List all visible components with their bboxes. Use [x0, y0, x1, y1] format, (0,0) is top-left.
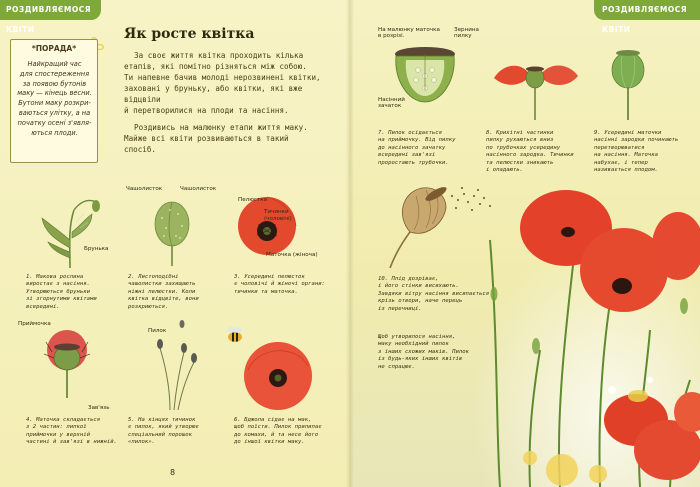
label-line: На малюнку маточка [378, 27, 440, 33]
section-header-right: РОЗДИВЛЯЄМОСЯ КВІТИ [594, 0, 700, 20]
caption-line: є пилок, який утворює [128, 424, 199, 431]
caption-line: 8. Крихітні частинки [486, 130, 554, 136]
label-pylok: Пилок [148, 328, 167, 334]
caption-line: на насіння. Маточка [594, 152, 658, 159]
caption-line: спеціальний порошок [128, 431, 192, 438]
label-line: в розрізі. [378, 33, 405, 39]
pistil-cross-section-illustration [388, 40, 462, 104]
caption-line: та пелюстки зникають [486, 159, 554, 166]
caption-line: 5. На кінцях тичинок [128, 417, 196, 423]
caption-line: 1. Макова рослина [26, 274, 84, 280]
caption-line: на приймочку. Від пилку [378, 137, 456, 144]
label-chasholystok-1: Чашолисток [126, 186, 163, 192]
caption-stage-8 [486, 130, 574, 174]
label-zavyaz: Зав'язь [88, 405, 110, 411]
book-gutter [346, 0, 354, 487]
intro-line: етапів, які помітно різняться між собою. [124, 62, 307, 71]
caption-line: розкриються. [128, 303, 169, 310]
intro-paragraph-2 [124, 122, 332, 155]
caption-line: по трубочках усередину [486, 144, 561, 151]
label-line: зачаток [378, 103, 402, 109]
caption-line: маку необхідний пилок [378, 341, 449, 348]
tip-text [16, 60, 93, 138]
caption-line: 3. Усередині пелюсток [234, 274, 305, 280]
poppy-plant-illustration [30, 188, 110, 268]
tip-line: Бутони маку розкри- [18, 99, 91, 108]
section-header-left: РОЗДИВЛЯЄМОСЯ КВІТИ [0, 0, 101, 20]
label-line: Зернина [454, 27, 479, 33]
intro-line: Роздивись на малюнку етапи життя маку. [134, 123, 308, 132]
caption-line: 7. Пилок осідається [378, 130, 442, 136]
caption-line: із перечниці. [378, 305, 422, 312]
caption-line: перетворюватися [594, 144, 645, 151]
caption-line: тичинки та маточка. [234, 288, 298, 295]
caption-line: Утворюються бруньки [26, 288, 90, 295]
caption-line: 9. Усередині маточки [594, 130, 662, 136]
caption-line: і його стінки висихають. [378, 283, 459, 290]
tip-title: *ПОРАДА* [31, 44, 77, 53]
caption-line: проростають трубочки. [378, 159, 449, 166]
intro-line: За своє життя квітка проходить кілька [134, 51, 304, 60]
intro-line: Ти напевне бачив молоді нерозвинені квітки, [124, 73, 321, 82]
caption-line: 4. Маточка складається [26, 417, 101, 423]
caption-line: Щоб утворилося насіння, [378, 334, 456, 340]
caption-pollen-note [378, 334, 469, 371]
caption-stage-4 [26, 417, 117, 447]
caption-line: і опадають. [486, 167, 524, 174]
caption-line: з 2 частин: липкої [26, 424, 87, 431]
label-matochka-rozrizi [378, 27, 440, 39]
caption-line: до комахи, й та несе його [234, 431, 319, 438]
page-number: 8 [170, 468, 176, 477]
caption-line: пилку рухаються вниз [486, 137, 554, 144]
label-line: Насінний [378, 97, 405, 103]
poppy-bloom-illustration [238, 340, 318, 416]
caption-line: «пилок». [128, 439, 155, 446]
poppy-capsule-illustration [608, 44, 648, 120]
right-page [350, 0, 700, 487]
label-pryimochka: Приймочка [18, 321, 51, 327]
tip-line: для спостереження [19, 69, 90, 78]
caption-line: всередині зав'язі [378, 152, 436, 159]
tip-line: Найкращий час [27, 60, 82, 68]
caption-line: насінні зародки починають [594, 137, 679, 144]
caption-stage-7 [378, 130, 455, 167]
caption-line: є чоловічі й жіночі органи: [234, 281, 325, 288]
caption-stage-5 [128, 417, 199, 447]
intro-line: й перетворилися на плоди та насіння. [124, 106, 289, 115]
caption-line: із будь-яких інших квітів [378, 356, 463, 363]
caption-line: зі згорнутими квітами [26, 296, 97, 303]
poppy-bud-illustration [148, 196, 196, 266]
caption-line: щоб поїсти. Пилок прилипає [234, 424, 322, 431]
caption-line: квітка відцвіте, вони [128, 296, 199, 303]
label-tychynky: Тичинки [264, 209, 289, 215]
caption-line: ніжні пелюстки. Коли [128, 288, 196, 295]
caption-stage-6 [234, 417, 322, 447]
caption-line: всередині. [26, 303, 60, 310]
label-pelyustka: Пелюстка [238, 197, 268, 203]
caption-line: 10. Плід дозріває, [378, 276, 439, 282]
caption-line: приймочки у верхній [26, 431, 90, 438]
caption-line: виростає з насіння. [26, 281, 90, 288]
pistil-petals-falling-illustration [490, 48, 580, 120]
tip-line: маку — кінець весни. [17, 89, 92, 98]
tip-line: за появою бутонів [22, 79, 87, 88]
label-nasinnyi-zachatok [378, 97, 405, 109]
caption-line: з інших схожих маків. Пилок [378, 348, 469, 355]
intro-line: Майже всі квіти розвиваються в такий [124, 134, 289, 143]
caption-line: Завдяки вітру насіння висипається [378, 290, 490, 297]
tip-box [10, 39, 98, 163]
intro-line: заховані у бруньку, або квітки, які вже відцвіли [124, 84, 303, 104]
tip-line: ваються улітку, а на [18, 108, 91, 117]
caption-line: до насінного зачатку [378, 144, 446, 151]
caption-line: частині й зав'язі в нижній. [26, 439, 117, 446]
label-cholovichi: (чоловічі) [264, 216, 292, 222]
label-chasholystok-2: Чашолисток [180, 186, 217, 192]
intro-line: спосіб. [124, 145, 157, 154]
caption-line: називається плодом. [594, 167, 658, 174]
caption-stage-2 [128, 274, 199, 311]
dry-poppy-pod-illustration [386, 182, 496, 268]
caption-stage-3 [234, 274, 325, 296]
caption-line: чашолистки захищають [128, 281, 196, 288]
poppy-pistil-illustration [40, 328, 94, 398]
caption-line: набухає, і тепер [594, 159, 648, 166]
caption-line: 6. Бджола сідає на мак, [234, 417, 312, 423]
poppy-open-flower-illustration [236, 195, 298, 257]
caption-stage-9 [594, 130, 678, 174]
label-line: пилку [454, 33, 472, 39]
caption-stage-1 [26, 274, 97, 311]
label-zernyna-pylku [454, 27, 479, 39]
page-title: Як росте квітка [124, 26, 255, 42]
tip-line: ються плоди. [31, 128, 78, 137]
caption-line: до іншої квітки маку. [234, 439, 305, 446]
caption-stage-10 [378, 276, 489, 313]
tip-line: початку осені з'явля- [17, 118, 92, 127]
caption-line: не спрацює. [378, 363, 416, 370]
caption-line: 2. Листоподібні [128, 274, 179, 280]
intro-paragraph [124, 50, 332, 116]
label-brunka: Брунька [84, 246, 109, 252]
caption-line: крізь отвори, наче перець [378, 298, 463, 305]
label-matochka-zhinocha: Маточка (жіноча) [266, 252, 318, 258]
caption-line: насінного зародка. Тичинки [486, 152, 574, 159]
